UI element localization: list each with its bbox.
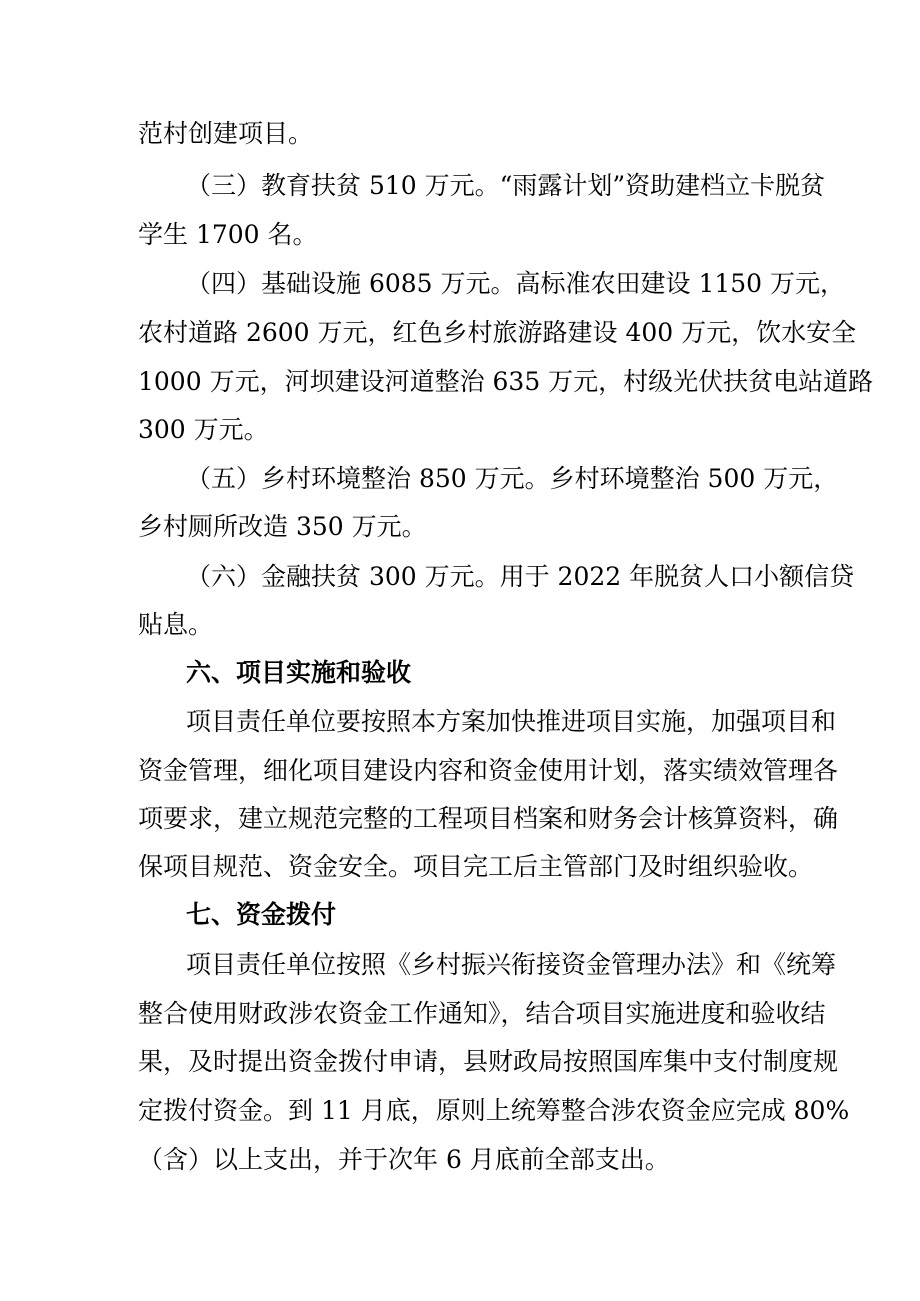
text-line-7: 300 万元。 xyxy=(138,415,269,444)
text-line-13: 项目责任单位要按照本方案加快推进项目实施，加强项目和 xyxy=(186,707,837,736)
text-line-20: 果，及时提出资金拨付申请，县财政局按照国库集中支付制度规 xyxy=(138,1047,839,1076)
text-line-16: 保项目规范、资金安全。项目完工后主管部门及时组织验收。 xyxy=(138,852,814,881)
text-line-4: （四）基础设施 6085 万元。高标准农田建设 1150 万元， xyxy=(186,269,846,298)
text-line-2: （三）教育扶贫 510 万元。“雨露计划”资助建档立卡脱贫 xyxy=(186,171,826,200)
text-line-21: 定拨付资金。到 11 月底，原则上统筹整合涉农资金应完成 80% xyxy=(138,1096,850,1125)
text-line-15: 项要求，建立规范完整的工程项目档案和财务会计核算资料，确 xyxy=(138,804,839,833)
text-line-6: 1000 万元，河坝建设河道整治 635 万元，村级光伏扶贫电站道路 xyxy=(138,367,874,396)
text-line-22: （含）以上支出，并于次年 6 月底前全部支出。 xyxy=(138,1145,670,1174)
text-line-11: 贴息。 xyxy=(138,610,214,639)
text-line-9: 乡村厕所改造 350 万元。 xyxy=(138,512,427,541)
text-line-14: 资金管理，细化项目建设内容和资金使用计划，落实绩效管理各 xyxy=(138,756,839,785)
section-heading-6: 六、项目实施和验收 xyxy=(186,658,412,687)
text-line-8: （五）乡村环境整治 850 万元。乡村环境整治 500 万元， xyxy=(186,464,839,493)
text-line-18: 项目责任单位按照《乡村振兴衔接资金管理办法》和《统筹 xyxy=(186,950,837,979)
text-line-3: 学生 1700 名。 xyxy=(138,220,318,249)
text-line-19: 整合使用财政涉农资金工作通知》，结合项目实施进度和验收结 xyxy=(138,999,826,1028)
text-line-5: 农村道路 2600 万元，红色乡村旅游路建设 400 万元，饮水安全 xyxy=(138,318,857,347)
text-line-10: （六）金融扶贫 300 万元。用于 2022 年脱贫人口小额信贷 xyxy=(186,562,855,591)
section-heading-7: 七、资金拨付 xyxy=(186,900,337,929)
text-line-1: 范村创建项目。 xyxy=(138,119,314,148)
